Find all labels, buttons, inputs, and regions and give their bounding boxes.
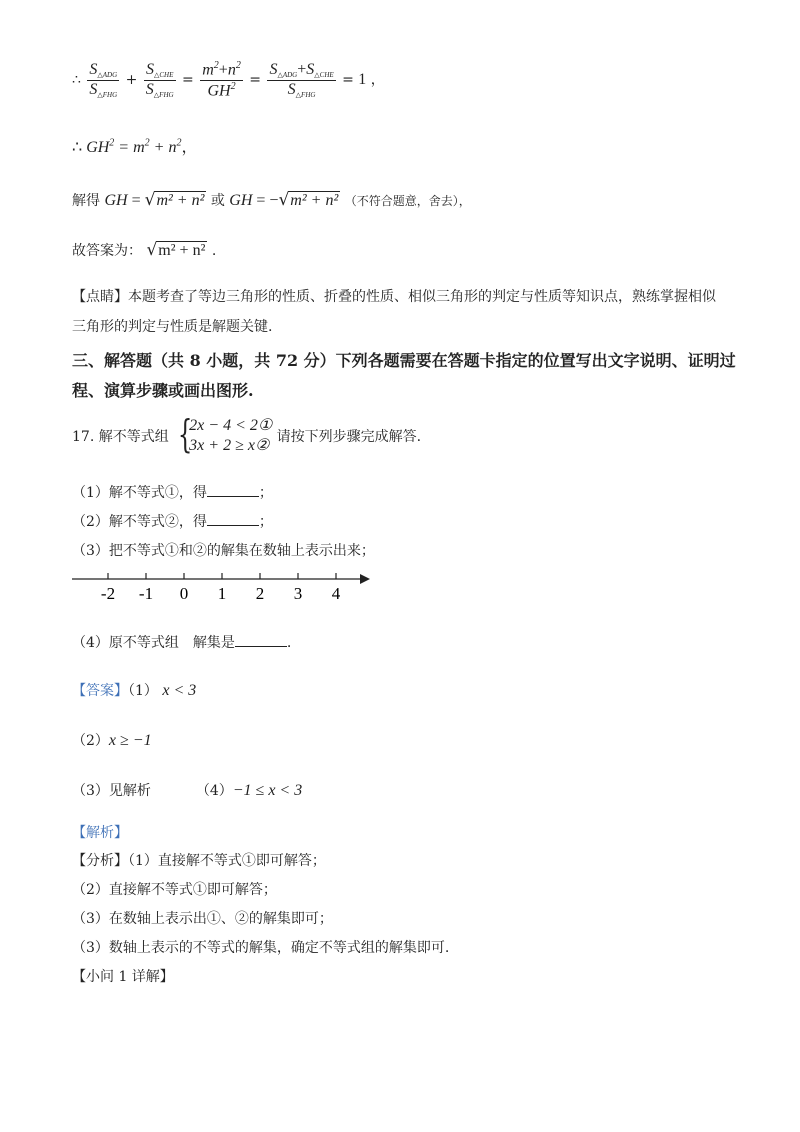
step-1: （1）解不等式①，得 ； <box>72 485 273 501</box>
analysis-line-2: （2）直接解不等式①即可解答； <box>72 882 277 898</box>
step-4: （4）原不等式组 解集是 . <box>72 635 292 651</box>
tick-label: 0 <box>179 584 189 603</box>
equation-ratio-sum: ∴ $\frac{S_{\triangle ADG}}{S_{\triangle FHG}}$ + $\frac{S_{\triangle CHE}}{S_{\triangle FHG}}$ = $\frac{m^2+n^2}{GH^2}$ = $\frac{S_{\triangle ADG}+S_{\triangle CHE}}{S_{\triangle FHG}}$ = 1 ， <box>72 60 385 100</box>
fraction-adg-fhg: $\frac{S_{\triangle ADG}}{S_{\triangle FHG}}$ <box>89 61 118 99</box>
tick-label: 3 <box>293 584 303 603</box>
analysis-tag: 【解析】 <box>72 825 128 841</box>
equation-gh-squared: ∴ $GH^2 = m^2 + n^2$， <box>72 137 198 156</box>
step-2: （2）解不等式②，得 ； <box>72 514 273 530</box>
inequality-system: { 2x − 4 < 2① 3x + 2 ≥ x② <box>178 412 273 456</box>
answer-blank-1[interactable] <box>207 484 259 497</box>
final-answer-gh: 故答案为： √m² + n² . <box>72 240 217 260</box>
tick-label: -1 <box>138 584 154 603</box>
fraction-m2n2-gh2: $\frac{m^2+n^2}{GH^2}$ <box>202 60 241 100</box>
section-heading-line-1: 三、解答题（共 8 小题，共 72 分）下列各题需要在答题卡指定的位置写出文字说明、证明过 <box>72 351 736 370</box>
question-17: 17. 解不等式组 { 2x − 4 < 2① 3x + 2 ≥ x② 请按下列步骤完成解答. <box>72 412 422 456</box>
dianjing-line-1: 【点睛】本题考查了等边三角形的性质、折叠的性质、相似三角形的判定与性质等知识点，熟练掌握相似 <box>72 289 716 305</box>
tick-label: -2 <box>100 584 116 603</box>
answer-blank-4[interactable] <box>235 634 287 647</box>
analysis-line-4: （3）数轴上表示的不等式的解集，确定不等式组的解集即可. <box>72 940 450 956</box>
fraction-che-fhg: $\frac{S_{\triangle CHE}}{S_{\triangle FHG}}$ <box>145 61 174 99</box>
section-heading-line-2: 程、演算步骤或画出图形. <box>72 381 254 400</box>
step-3: （3）把不等式①和②的解集在数轴上表示出来； <box>72 543 375 559</box>
solve-gh: 解得 GH = √m² + n² 或 GH = −√m² + n² （不符合题意，舍去）， <box>72 190 471 210</box>
tick-label: 1 <box>217 584 227 603</box>
inequality-2: 3x + 2 ≥ x② <box>189 437 270 454</box>
inequality-1: 2x − 4 < 2① <box>189 417 273 434</box>
answer-3-4: （3）见解析 （4）−1 ≤ x < 3 <box>72 782 303 799</box>
tick-label: 4 <box>331 584 341 603</box>
answer-tag: 【答案】 <box>72 683 128 699</box>
tick-label: 2 <box>255 584 265 603</box>
answer-1: 【答案】（1） x < 3 <box>72 682 197 699</box>
analysis-line-3: （3）在数轴上表示出①、②的解集即可； <box>72 911 333 927</box>
analysis-line-1: 【分析】（1）直接解不等式①即可解答； <box>72 853 326 869</box>
number-line <box>70 566 380 610</box>
answer-blank-2[interactable] <box>207 513 259 526</box>
answer-2: （2）x ≥ −1 <box>72 732 152 749</box>
dianjing-line-2: 三角形的判定与性质是解题关键. <box>72 319 273 335</box>
analysis-line-5: 【小问 1 详解】 <box>72 969 174 985</box>
arrow-right-icon <box>360 574 370 584</box>
fraction-sum-over-fhg: $\frac{S_{\triangle ADG}+S_{\triangle CHE}}{S_{\triangle FHG}}$ <box>269 61 334 99</box>
